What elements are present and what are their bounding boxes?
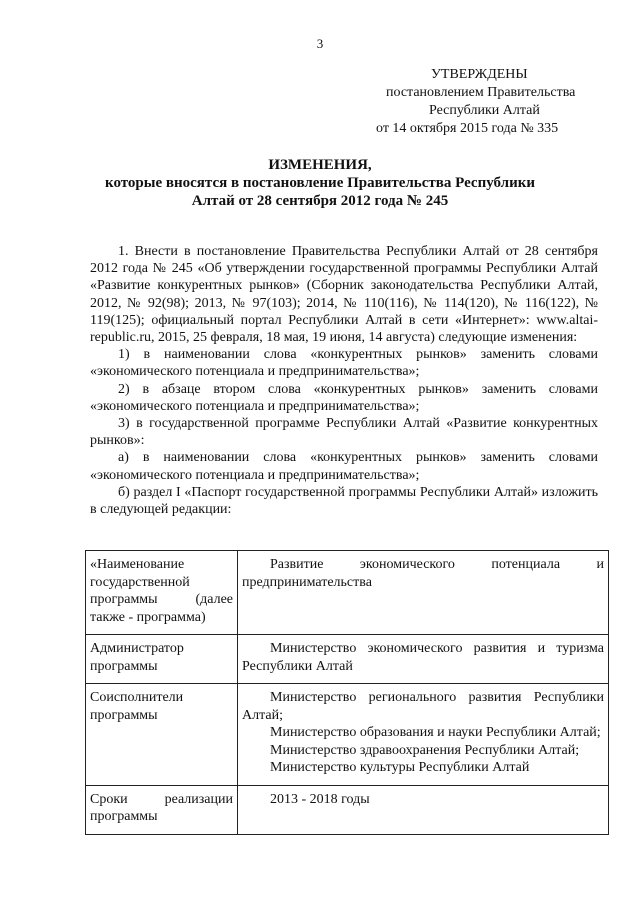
value-line: Министерство культуры Республики Алтай [270,760,530,775]
paragraph-6: б) раздел I «Паспорт государственной программы Республики Алтай» изложить в следующей редакции: [90,484,598,518]
value-line: 2013 - 2018 годы [270,791,370,807]
page-number: 3 [316,36,324,51]
approval-line-1: УТВЕРЖДЕНЫ [431,67,528,82]
row-value [238,785,609,834]
value-line: Развитие экономического потенциала и предпринимательства [242,557,604,590]
row-key: Соисполнители программы [86,684,238,786]
value-line: Министерство экономического развития и туризма Республики Алтай [242,641,604,674]
approval-line-4: от 14 октября 2015 года № 335 [376,121,559,136]
approval-line-2: постановлением Правительства [386,85,576,100]
paragraph-5: а) в наименовании слова «конкурентных рынков» заменить словами «экономического потенциала и предпринимательства»; [90,450,598,483]
paragraph-3: 2) в абзаце втором слова «конкурентных рынков» заменить словами «экономического потенциала и предпринимательства»; [90,381,598,414]
value-line: Министерство регионального развития Республики Алтай; [242,690,604,723]
approval-stamp [376,66,586,138]
row-key: «Наименование государственной программы (далее также - программа) [86,551,238,635]
document-title [0,156,640,210]
title-line-1: ИЗМЕНЕНИЯ, [268,157,372,173]
title-line-3: Алтай от 28 сентября 2012 года № 245 [191,193,449,209]
row-key: Администратор программы [86,635,238,684]
row-value [238,684,609,786]
value-line: Министерство образования и науки Республики Алтай; [270,725,601,740]
title-line-2: которые вносятся в постановление Правительства Республики [105,175,535,191]
table-row [86,635,609,684]
row-value [238,551,609,635]
value-line: Министерство здравоохранения Республики Алтай; [270,742,580,758]
row-key: Сроки реализации программы [86,785,238,834]
paragraph-4: 3) в государственной программе Республики Алтай «Развитие конкурентных рынков»: [90,416,598,449]
table-row [86,684,609,786]
approval-line-3: Республики Алтай [429,103,540,118]
document-body [90,243,598,518]
row-value [238,635,609,684]
paragraph-1: 1. Внести в постановление Правительства Республики Алтай от 28 сентября 2012 года № 245 «Об утверждении государственной программы Республики Алтай «Развитие конкурентных рынков» (Сборник законодательства Республики Алтай, 2012, № 92(98); 2013, № 97(103); 2014, № 110(116), № 114(120), № 116(122), № 119(125); официальный портал Республики Алтай в сети «Интернет»: www.altai-republic.ru, 2015, 25 февраля, 18 мая, 19 июня, 14 августа) следующие изменения: [90,244,598,346]
table-row [86,785,609,834]
program-passport-table [85,550,609,835]
paragraph-2: 1) в наименовании слова «конкурентных рынков» заменить словами «экономического потенциала и предпринимательства»; [90,347,598,380]
table-row [86,551,609,635]
